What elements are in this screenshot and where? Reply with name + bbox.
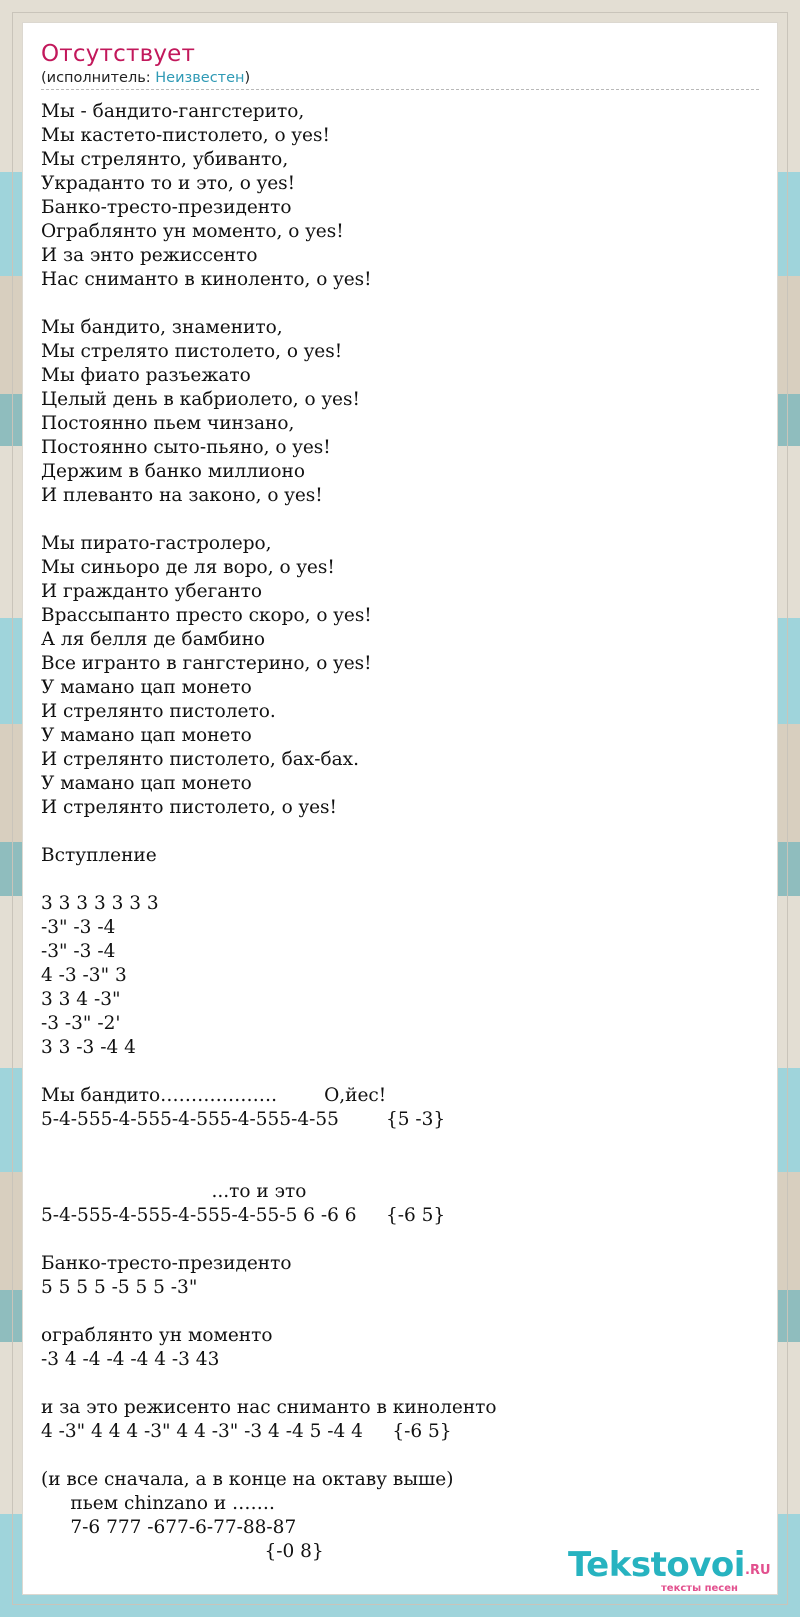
site-logo-domain: .RU xyxy=(745,1563,771,1578)
performer-prefix: (исполнитель: xyxy=(41,70,156,86)
title-divider xyxy=(41,89,759,90)
performer-link[interactable]: Неизвестен xyxy=(155,70,245,86)
performer-line xyxy=(41,70,250,86)
site-logo-tagline: тексты песен xyxy=(661,1583,738,1594)
performer-suffix: ) xyxy=(244,70,251,86)
lyrics-text: Мы - бандито-гангстерито, Мы кастето-пистолето, о yes! Мы стрелянто, убиванто, Украданто то и это, о yes! Банко-тресто-президенто Ограблянто ун моменто, о yes! И за энто режиссенто Нас сниманто в киноленто, о yes! Мы бандито, знаменито, Мы стрелято пистолето, о yes! Мы фиато разъежато Целый день в кабриолето, о yes! Постоянно пьем чинзано, Постоянно сыто-пьяно, о yes! Держим в банко миллионо И плеванто на законо, о yes! Мы пирато-гастролеро, Мы синьоро де ля воро, о yes! И гражданто убеганто Врассыпанто престо скоро, о yes! А ля белля де бамбино Все игранто в гангстерино, о yes! У мамано цап монето И стрелянто пистолето. У мамано цап монето И стрелянто пистолето, бах-бах. У мамано цап монето И стрелянто пистолето, о yes! Вступление 3 3 3 3 3 3 3 -3" -3 -4 -3" -3 -4 4 -3 -3" 3 3 3 4 -3" -3 -3" -2' 3 3 -3 -4 4 Мы бандито………………. О,йес! 5-4-555-4-555-4-555-4-555-4-55 {5 -3} ...то и это 5-4-555-4-555-4-555-4-55-5 6 -6 6 {-6 5} Банко-тресто-президенто 5 5 5 5 -5 5 5 -3" ограблянто ун моменто -3 4 -4 -4 -4 4 -3 43 и за это режисенто нас сниманто в киноленто 4 -3" 4 4 4 -3" 4 4 -3" -3 4 -4 5 -4 4 {-6 5} (и все сначала, а в конце на октаву выше) пьем chinzano и ……. 7-6 777 -677-6-77-88-87 {-0 8} xyxy=(41,101,497,1562)
site-logo[interactable]: Tekstovoi xyxy=(568,1545,745,1585)
song-title: Отсутствует xyxy=(41,41,196,67)
